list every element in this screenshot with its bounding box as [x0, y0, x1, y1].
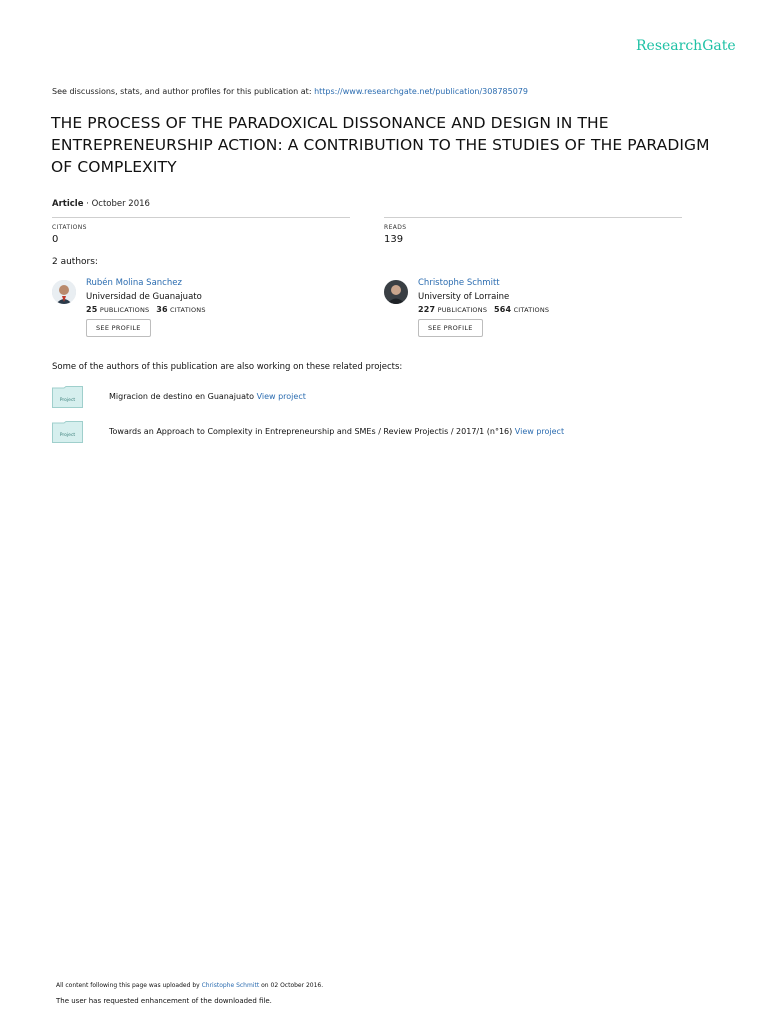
citations-value: 0	[52, 234, 59, 245]
view-project-link[interactable]: View project	[256, 392, 306, 401]
author-stats	[86, 305, 206, 314]
upload-prefix: All content following this page was uploaded by	[56, 982, 200, 989]
related-projects-heading: Some of the authors of this publication are also working on these related projects:	[52, 362, 403, 372]
reads-value: 139	[384, 234, 404, 245]
project-folder-label: Project	[59, 433, 76, 438]
project-folder-label: Project	[59, 398, 76, 403]
project-title: Towards an Approach to Complexity in Entrepreneurship and SMEs / Review Projectis / 2017/1 (n°16)	[109, 427, 513, 436]
author-institution: University of Lorraine	[418, 292, 510, 302]
publications-count: 227	[418, 305, 436, 314]
project-item	[52, 421, 712, 443]
author-card	[52, 278, 352, 338]
author-name-link[interactable]: Christophe Schmitt	[418, 278, 500, 288]
citations-label: CITATIONS	[170, 306, 206, 314]
enhancement-note: The user has requested enhancement of the downloaded file.	[56, 997, 272, 1005]
reads-stat	[384, 217, 682, 245]
discussion-prefix: See discussions, stats, and author profiles for this publication at:	[52, 87, 312, 96]
citations-count: 36	[156, 305, 168, 314]
upload-note	[56, 982, 323, 989]
project-text	[109, 392, 306, 401]
see-profile-button[interactable]: SEE PROFILE	[418, 319, 483, 337]
author-institution: Universidad de Guanajuato	[86, 292, 202, 302]
researchgate-logo[interactable]: ResearchGate	[636, 38, 736, 54]
author-card	[384, 278, 684, 338]
publications-count: 25	[86, 305, 98, 314]
article-type: Article	[52, 199, 84, 209]
discussion-line	[52, 87, 528, 96]
article-meta	[52, 199, 150, 209]
publications-label: PUBLICATIONS	[437, 306, 488, 314]
citations-stat	[52, 217, 350, 245]
publication-url-link[interactable]: https://www.researchgate.net/publication/308785079	[314, 87, 528, 96]
article-date: · October 2016	[86, 199, 150, 209]
authors-heading: 2 authors:	[52, 257, 98, 267]
uploader-link[interactable]: Christophe Schmitt	[201, 982, 260, 989]
project-folder-icon	[52, 386, 83, 408]
project-folder-icon	[52, 421, 83, 443]
publication-title: THE PROCESS OF THE PARADOXICAL DISSONANCE AND DESIGN IN THE ENTREPRENEURSHIP ACTION: A CONTRIBUTION TO THE STUDIES OF THE PARADIGM OF COMPLEXITY	[51, 114, 710, 176]
project-title: Migracion de destino en Guanajuato	[109, 392, 255, 401]
avatar[interactable]	[384, 280, 408, 304]
view-project-link[interactable]: View project	[514, 427, 565, 436]
see-profile-button[interactable]: SEE PROFILE	[86, 319, 151, 337]
citations-label: CITATIONS	[513, 306, 550, 314]
author-stats	[418, 305, 549, 314]
author-name-link[interactable]: Rubén Molina Sanchez	[86, 278, 182, 288]
avatar[interactable]	[52, 280, 76, 304]
upload-suffix: on 02 October 2016.	[261, 982, 324, 989]
project-text	[109, 427, 564, 436]
citations-count: 564	[493, 305, 512, 314]
reads-label: READS	[384, 224, 407, 231]
project-item	[52, 386, 712, 408]
publications-label: PUBLICATIONS	[99, 306, 150, 314]
citations-label: CITATIONS	[52, 224, 87, 231]
